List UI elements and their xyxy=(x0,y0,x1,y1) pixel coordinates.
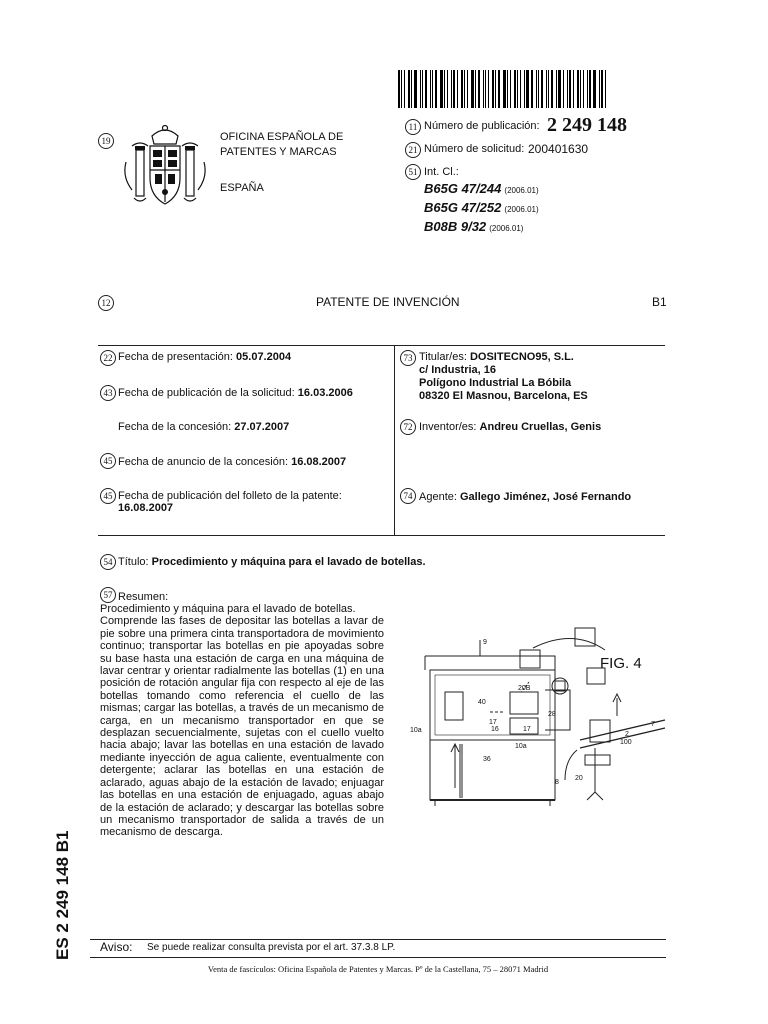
barcode-bar xyxy=(520,70,521,108)
barcode-bar xyxy=(478,70,480,108)
barcode-bar xyxy=(464,70,465,108)
barcode-bar xyxy=(411,70,412,108)
inid-code-12: 12 xyxy=(98,295,114,311)
office-line-2: PATENTES Y MARCAS xyxy=(220,146,337,158)
barcode xyxy=(398,70,636,108)
grant-announcement-date: Fecha de anuncio de la concesión: 16.08.2007 xyxy=(118,456,347,468)
barcode-bar xyxy=(432,70,433,108)
inid-code-22: 22 xyxy=(100,350,116,366)
barcode-bar xyxy=(599,70,600,108)
barcode-bar xyxy=(577,70,579,108)
publication-number: 2 249 148 xyxy=(547,114,627,136)
barcode-bar xyxy=(587,70,588,108)
figure-ref: 28 xyxy=(548,711,556,718)
barcode-bar xyxy=(457,70,458,108)
coat-of-arms-emblem xyxy=(122,122,208,214)
barcode-bar xyxy=(495,70,496,108)
inid-code-45: 45 xyxy=(100,488,116,504)
barcode-bar xyxy=(567,70,568,108)
divider-top xyxy=(98,345,665,346)
barcode-bar xyxy=(498,70,500,108)
barcode-bar xyxy=(440,70,443,108)
classification-list xyxy=(424,180,539,237)
figure-ref: 17 xyxy=(489,719,497,726)
notice-label: Aviso: xyxy=(100,940,133,954)
barcode-bar xyxy=(447,70,448,108)
office-line-1: OFICINA ESPAÑOLA DE xyxy=(220,131,344,143)
barcode-bar xyxy=(451,70,452,108)
side-publication-code: ES 2 249 148 B1 xyxy=(53,830,72,960)
divider-bottom xyxy=(98,535,665,536)
inid-code-21: 21 xyxy=(405,142,421,158)
filing-date: Fecha de presentación: 05.07.2004 xyxy=(118,351,292,363)
inid-code-51: 51 xyxy=(405,164,421,180)
sales-notice: Venta de fascículos: Oficina Española de Patentes y Marcas. Pº de la Castellana, 75 – 28071 Madrid xyxy=(207,964,549,974)
barcode-bar xyxy=(398,70,400,108)
inid-code-19: 19 xyxy=(98,133,114,149)
barcode-bar xyxy=(569,70,571,108)
notice-text: Se puede realizar consulta prevista por el art. 37.3.8 LP. xyxy=(147,942,396,953)
barcode-bar xyxy=(408,70,410,108)
figure-ref: 8 xyxy=(555,779,559,786)
int-cl-label: Int. Cl.: xyxy=(424,166,459,178)
barcode-bar xyxy=(435,70,437,108)
barcode-bar xyxy=(558,70,561,108)
barcode-bar xyxy=(531,70,533,108)
barcode-bar xyxy=(420,70,421,108)
inid-code-72: 72 xyxy=(400,419,416,435)
inid-code-11: 11 xyxy=(405,119,421,135)
barcode-bar xyxy=(425,70,427,108)
barcode-bar xyxy=(471,70,474,108)
barcode-bar xyxy=(514,70,516,108)
barcode-bar xyxy=(444,70,445,108)
figure-ref: 10a xyxy=(515,743,527,750)
footer-divider-top xyxy=(90,939,666,940)
barcode-bar xyxy=(601,70,603,108)
barcode-bar xyxy=(583,70,584,108)
application-number: 200401630 xyxy=(528,142,589,156)
classification-item: B65G 47/244 (2006.01) xyxy=(424,181,539,196)
patent-figure-drawing xyxy=(405,620,675,810)
barcode-bar xyxy=(593,70,596,108)
inventor-field: Inventor/es: Andreu Cruellas, Genis xyxy=(419,421,602,433)
figure-ref: 10a xyxy=(410,727,422,734)
barcode-bar xyxy=(580,70,581,108)
classification-item: B65G 47/252 (2006.01) xyxy=(424,200,539,215)
barcode-bar xyxy=(541,70,543,108)
barcode-bar xyxy=(475,70,476,108)
barcode-bar xyxy=(507,70,508,108)
country-name: ESPAÑA xyxy=(220,182,264,194)
barcode-bar xyxy=(430,70,431,108)
barcode-bar xyxy=(563,70,564,108)
figure-ref: 20B xyxy=(518,685,531,692)
abstract-label: Resumen: xyxy=(118,591,169,603)
barcode-bar xyxy=(538,70,539,108)
barcode-bar xyxy=(551,70,553,108)
abstract-body xyxy=(100,603,384,839)
inid-code-57: 57 xyxy=(100,587,116,603)
barcode-bar xyxy=(536,70,537,108)
barcode-bar xyxy=(414,70,417,108)
inid-code-74: 74 xyxy=(400,488,416,504)
figure-ref: 9 xyxy=(483,639,487,646)
column-divider xyxy=(394,345,395,535)
figure-ref: 36 xyxy=(483,756,491,763)
figure-ref: 100 xyxy=(620,739,632,746)
barcode-bar xyxy=(526,70,529,108)
abstract-heading: Procedimiento y máquina para el lavado de botellas. xyxy=(100,603,356,615)
office-name xyxy=(220,130,343,160)
barcode-bar xyxy=(488,70,489,108)
classification-item: B08B 9/32 (2006.01) xyxy=(424,219,524,234)
figure-ref: 40 xyxy=(478,699,486,706)
figure-label: FIG. 4 xyxy=(600,655,642,672)
footer-divider-bottom xyxy=(90,957,666,958)
barcode-bar xyxy=(492,70,494,108)
barcode-bar xyxy=(461,70,463,108)
barcode-bar xyxy=(453,70,455,108)
barcode-bar xyxy=(485,70,486,108)
publication-number-label: Número de publicación: xyxy=(424,120,540,132)
barcode-bar xyxy=(401,70,402,108)
abstract-text: Comprende las fases de depositar las botellas a lavar de pie sobre una primera cinta transportadora de movimiento continuo; transportar las botellas en pie apoyadas sobre su base hasta una estación de carga en una máquina de lavar centrar y orientar radialmente las botellas (1) en una posición de rotación angular fija con respecto al eje de las botellas tomando como referencia el cuello de las mismas; cargar las botellas, a través de un mecanismo de carga, en un mecanismo transportador en que se desplazan secuencialmente, sujetas con el cuello vuelto hacia abajo; lavar las botellas en una estación de lavado mediante inyección de agua caliente, eventualmente con detergente; aclarar las botellas en una estación de aclarado, aguas abajo de la estación de lavado; enjuagar las botellas en una estación de enjuagado, aguas abajo de la estación de aclarado; y descargar las botellas sobre un mecanismo transportador de salida a través de un mecanismo de descarga. xyxy=(100,615,384,839)
figure-ref: 2 xyxy=(625,731,629,738)
application-publication-date: Fecha de publicación de la solicitud: 16.03.2006 xyxy=(118,387,353,399)
barcode-bar xyxy=(548,70,549,108)
inid-code-73: 73 xyxy=(400,350,416,366)
barcode-bar xyxy=(503,70,506,108)
barcode-bar xyxy=(467,70,468,108)
inid-code-45: 45 xyxy=(100,453,116,469)
application-number-label: Número de solicitud: xyxy=(424,143,525,155)
barcode-bar xyxy=(546,70,547,108)
barcode-bar xyxy=(556,70,557,108)
barcode-bar xyxy=(573,70,574,108)
inid-code-43: 43 xyxy=(100,385,116,401)
barcode-bar xyxy=(483,70,484,108)
barcode-bar xyxy=(605,70,606,108)
barcode-bar xyxy=(404,70,405,108)
invention-title: Título: Procedimiento y máquina para el lavado de botellas. xyxy=(118,556,426,568)
figure-ref: 17 xyxy=(523,726,531,733)
agent-field: Agente: Gallego Jiménez, José Fernando xyxy=(419,491,632,503)
barcode-bar xyxy=(422,70,423,108)
barcode-bar xyxy=(524,70,525,108)
figure-ref: 20 xyxy=(575,775,583,782)
barcode-bar xyxy=(517,70,518,108)
document-type-title: PATENTE DE INVENCIÓN xyxy=(316,295,460,309)
holder-block: Titular/es: DOSITECNO95, S.L. c/ Industria, 16 Polígono Industrial La Bóbila 08320 El Masnou, Barcelona, ES xyxy=(419,351,588,402)
inid-code-54: 54 xyxy=(100,554,116,570)
barcode-bar xyxy=(589,70,591,108)
barcode-bar xyxy=(510,70,511,108)
grant-date: Fecha de la concesión: 27.07.2007 xyxy=(118,421,290,433)
booklet-publication-date: Fecha de publicación del folleto de la patente: 16.08.2007 xyxy=(118,490,342,514)
figure-ref: 7 xyxy=(651,721,655,728)
kind-code: B1 xyxy=(652,295,667,309)
figure-ref: 16 xyxy=(491,726,499,733)
